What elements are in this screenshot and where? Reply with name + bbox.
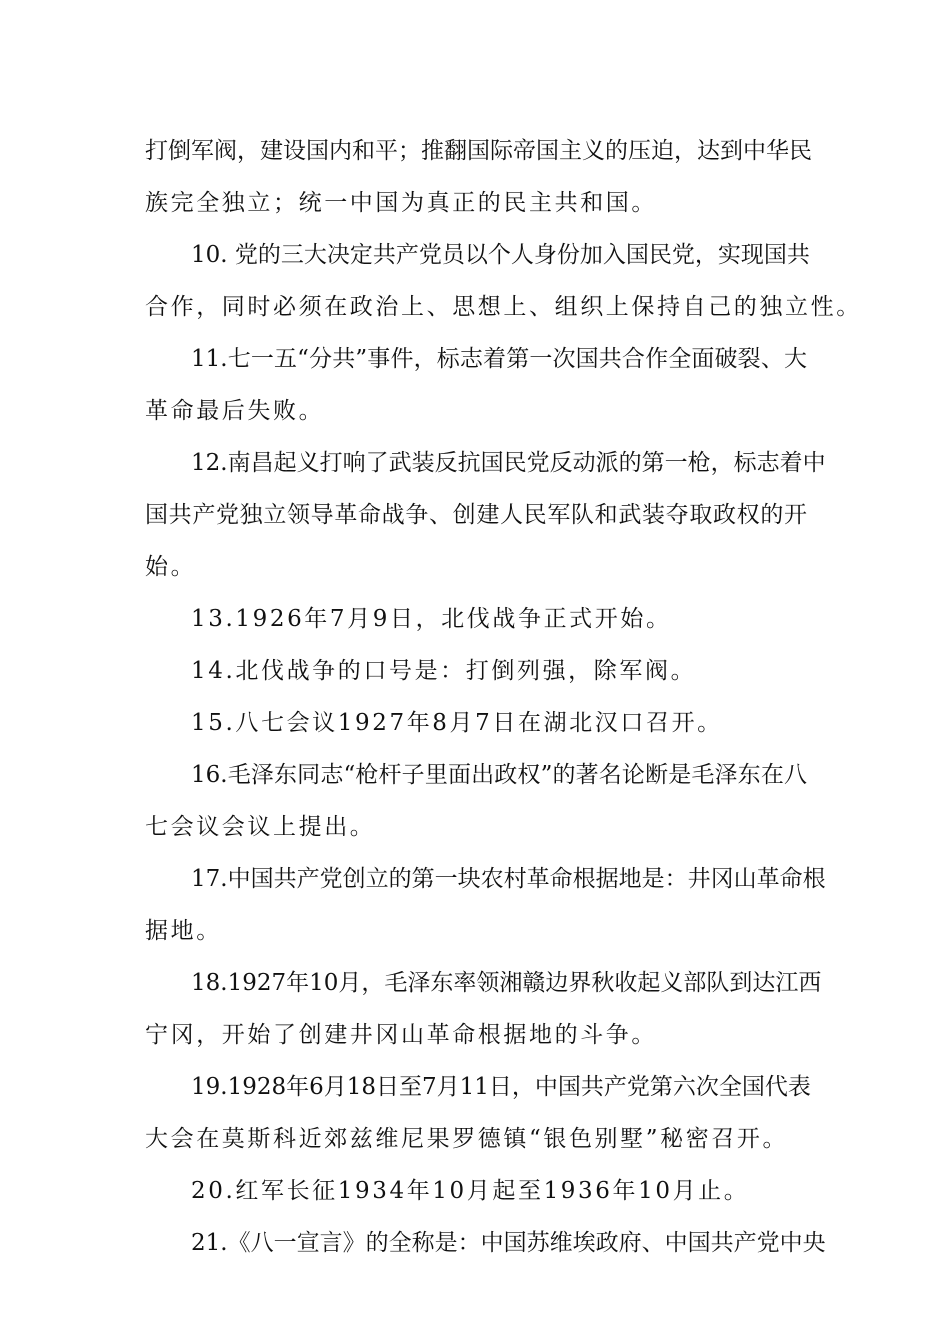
text-line: 打倒军阀，建设国内和平；推翻国际帝国主义的压迫，达到中华民 <box>145 138 812 164</box>
text-line: 国共产党独立领导革命战争、创建人民军队和武装夺取政权的开 <box>145 502 807 528</box>
document-text-body <box>145 128 862 1272</box>
text-line: 10. 党的三大决定共产党员以个人身份加入国民党，实现国共 <box>191 242 810 268</box>
text-line: 13.1926年7月9日，北伐战争正式开始。 <box>191 606 672 632</box>
text-line: 七会议会议上提出。 <box>145 814 376 840</box>
text-line: 合作，同时必须在政治上、思想上、组织上保持自己的独立性。 <box>145 294 862 320</box>
text-line: 14.北伐战争的口号是：打倒列强，除军阀。 <box>191 658 697 684</box>
text-line: 21.《八一宣言》的全称是：中国苏维埃政府、中国共产党中央 <box>191 1230 826 1256</box>
text-line: 20.红军长征1934年10月起至1936年10月止。 <box>191 1178 750 1204</box>
text-line: 15.八七会议1927年8月7日在湖北汉口召开。 <box>191 710 723 736</box>
text-line: 12.南昌起义打响了武装反抗国民党反动派的第一枪，标志着中 <box>191 450 826 476</box>
text-line: 始。 <box>145 554 197 580</box>
text-line: 17.中国共产党创立的第一块农村革命根据地是：井冈山革命根 <box>191 866 826 892</box>
text-line: 据地。 <box>145 918 222 944</box>
text-line: 宁冈，开始了创建井冈山革命根据地的斗争。 <box>145 1022 657 1048</box>
text-line: 16.毛泽东同志“枪杆子里面出政权”的著名论断是毛泽东在八 <box>191 762 807 788</box>
text-line: 18.1927年10月，毛泽东率领湘赣边界秋收起义部队到达江西 <box>191 970 822 996</box>
text-line: 19.1928年6月18日至7月11日，中国共产党第六次全国代表 <box>191 1074 811 1100</box>
text-line: 11.七一五“分共”事件，标志着第一次国共合作全面破裂、大 <box>191 346 807 372</box>
text-line: 族完全独立；统一中国为真正的民主共和国。 <box>145 190 657 216</box>
text-line: 大会在莫斯科近郊兹维尼果罗德镇“银色别墅”秘密召开。 <box>145 1126 789 1152</box>
text-line: 革命最后失败。 <box>145 398 325 424</box>
